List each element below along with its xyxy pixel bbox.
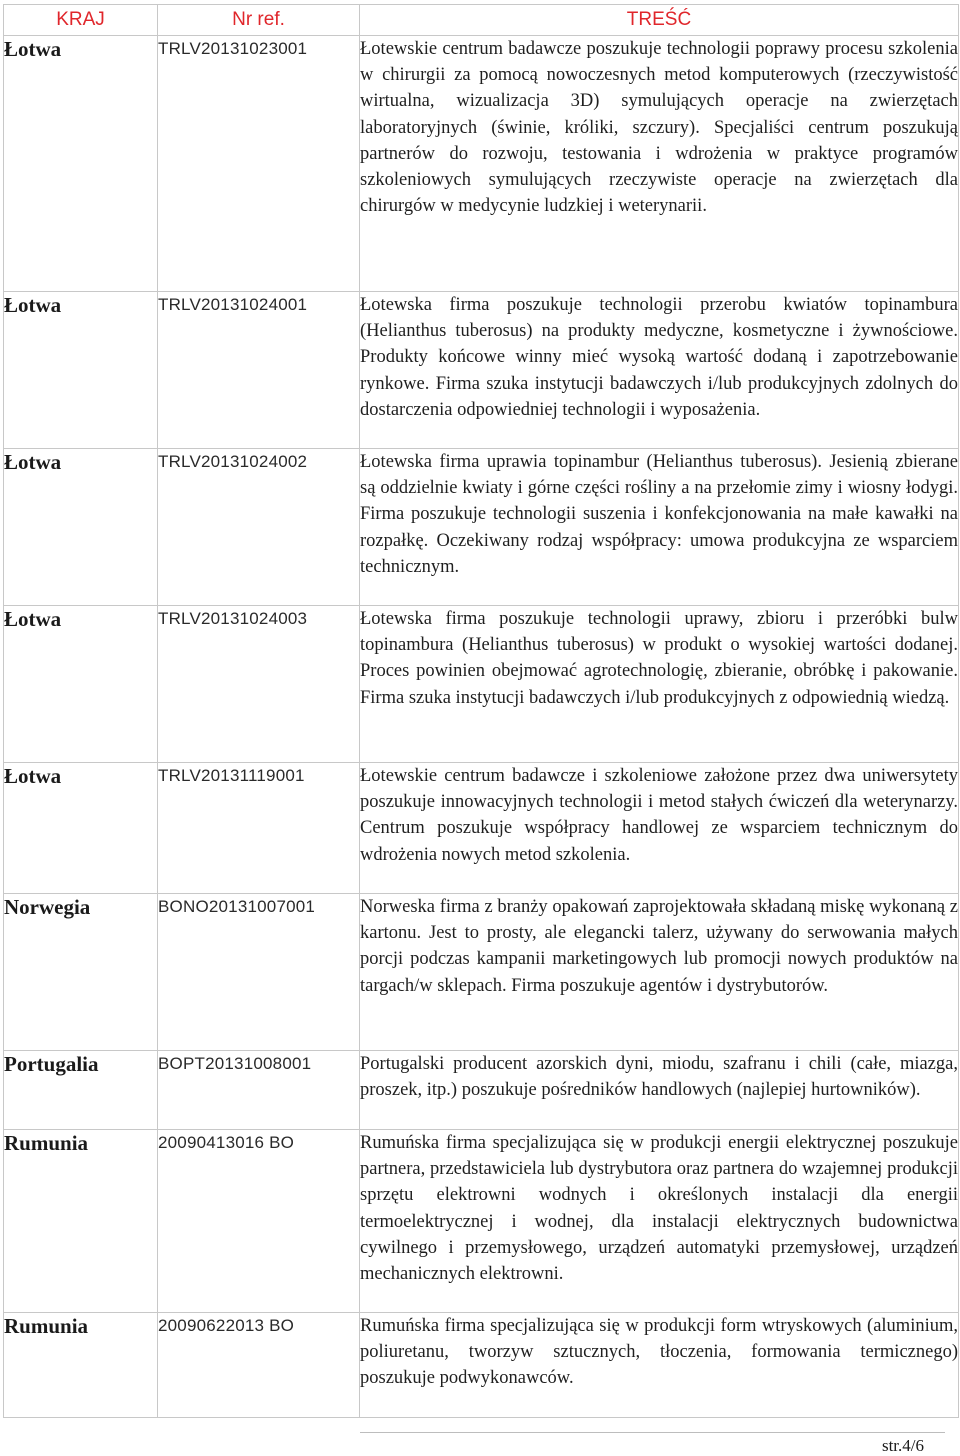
page-number: str.4/6: [881, 1436, 924, 1455]
reference-cell: 20090622013 BO: [158, 1313, 360, 1418]
country-cell: Łotwa: [4, 449, 158, 606]
country-cell: Rumunia: [4, 1313, 158, 1418]
header-tresc: TREŚĆ: [360, 5, 959, 36]
reference-cell: BOPT20131008001: [158, 1051, 360, 1130]
country-cell: Łotwa: [4, 292, 158, 449]
description-cell: Łotewskie centrum badawcze i szkoleniowe założone przez dwa uniwersytety poszukuje innowacyjnych technologii i metod stałych ćwiczeń dla weterynarzy. Centrum poszukuje współpracy handlowej ze wsparciem technicznym do wdrożenia nowych metod szkolenia.: [360, 763, 959, 894]
reference-cell: TRLV20131024002: [158, 449, 360, 606]
reference-cell: TRLV20131119001: [158, 763, 360, 894]
table-row: [4, 1130, 959, 1313]
reference-cell: TRLV20131024003: [158, 606, 360, 763]
table-row: [4, 1051, 959, 1130]
country-cell: Łotwa: [4, 606, 158, 763]
table-row: [4, 292, 959, 449]
offers-table: [3, 4, 959, 1418]
description-cell: Rumuńska firma specjalizująca się w produkcji form wtryskowych (aluminium, poliuretanu, tworzyw sztucznych, tłoczenia, formowania termicznego) poszukuje podwykonawców.: [360, 1313, 959, 1418]
reference-cell: TRLV20131024001: [158, 292, 360, 449]
country-cell: Rumunia: [4, 1130, 158, 1313]
reference-cell: 20090413016 BO: [158, 1130, 360, 1313]
reference-cell: TRLV20131023001: [158, 36, 360, 292]
header-kraj: KRAJ: [4, 5, 158, 36]
description-cell: Łotewska firma uprawia topinambur (Helianthus tuberosus). Jesienią zbierane są oddzielnie kwiaty i górne części rośliny a na przełomie zimy i wiosny łodygi. Firma poszukuje technologii suszenia i konfekcjonowania na małe kawałki na rozpałkę. Oczekiwany rodzaj współpracy: umowa produkcyjna ze wsparciem technicznym.: [360, 449, 959, 606]
country-cell: Portugalia: [4, 1051, 158, 1130]
description-cell: Łotewska firma poszukuje technologii uprawy, zbioru i przeróbki bulw topinambura (Helianthus tuberosus) w produkt o wysokiej wartości dodanej. Proces powinien obejmować agrotechnologię, zbieranie, obróbkę i pakowanie. Firma szuka instytucji badawczych i/lub produkcyjnych z odpowiednią wiedzą.: [360, 606, 959, 763]
reference-cell: BONO20131007001: [158, 894, 360, 1051]
table-row: [4, 763, 959, 894]
table-header-row: [4, 5, 959, 36]
description-cell: Łotewskie centrum badawcze poszukuje technologii poprawy procesu szkolenia w chirurgii za pomocą nowoczesnych metod komputerowych (rzeczywistość wirtualna, wizualizacja 3D) symulujących operacje na zwierzętach laboratoryjnych (świnie, króliki, szczury). Specjaliści centrum poszukują partnerów do rozwoju, testowania i wdrożenia w praktyce programów szkoleniowych symulujących rzeczywiste operacje na zwierzętach dla chirurgów w medycynie ludzkiej i weterynarii.: [360, 36, 959, 292]
table-row: [4, 1313, 959, 1418]
country-cell: Łotwa: [4, 36, 158, 292]
country-cell: Norwegia: [4, 894, 158, 1051]
footer-divider: [360, 1432, 945, 1433]
header-ref: Nr ref.: [158, 5, 360, 36]
table-row: [4, 606, 959, 763]
table-row: [4, 894, 959, 1051]
description-cell: Norweska firma z branży opakowań zaprojektowała składaną miskę wykonaną z kartonu. Jest to prosty, ale elegancki talerz, używany do serwowania małych porcji podczas kampanii marketingowych lub promocji nowych produktów na targach/w sklepach. Firma poszukuje agentów i dystrybutorów.: [360, 894, 959, 1051]
description-cell: Łotewska firma poszukuje technologii przerobu kwiatów topinambura (Helianthus tuberosus) na produkty medyczne, kosmetyczne i żywnościowe. Produkty końcowe winny mieć wysoką wartość dodaną i zapotrzebowanie rynkowe. Firma szuka instytucji badawczych i/lub produkcyjnych zdolnych do dostarczenia odpowiedniej technologii i wyposażenia.: [360, 292, 959, 449]
table-row: [4, 36, 959, 292]
description-cell: Portugalski producent azorskich dyni, miodu, szafranu i chili (całe, miazga, proszek, itp.) poszukuje pośredników handlowych (najlepiej hurtowników).: [360, 1051, 959, 1130]
country-cell: Łotwa: [4, 763, 158, 894]
table-row: [4, 449, 959, 606]
description-cell: Rumuńska firma specjalizująca się w produkcji energii elektrycznej poszukuje partnera, przedstawiciela lub dystrybutora oraz partnera do wzajemnej produkcji sprzętu elektrowni wodnych i określonych instalacji dla energii termoelektrycznej i wodnej, dla instalacji elektrycznych budownictwa cywilnego i przemysłowego, urządzeń automatyki przemysłowej, urządzeń mechanicznych elektrowni.: [360, 1130, 959, 1313]
